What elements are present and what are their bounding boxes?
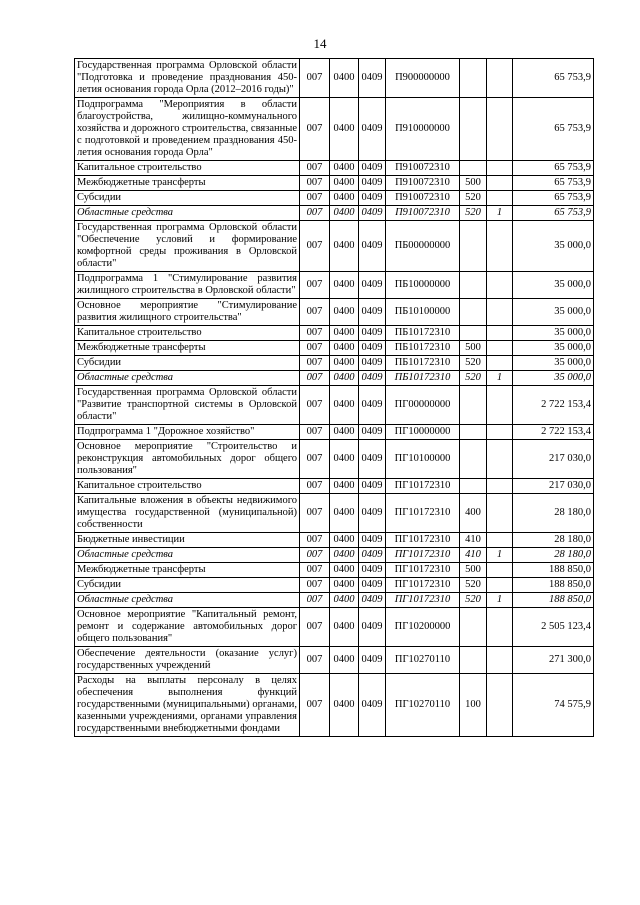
funding-source-cell xyxy=(487,647,513,674)
table-row xyxy=(75,440,594,479)
page-number: 14 xyxy=(313,36,327,51)
target-article-cell: ПБ00000000 xyxy=(386,221,460,272)
row-name-cell: Подпрограмма "Мероприятия в области благоустройства, жилищно-коммунального хозяйства и дорожного строительства, связанные с подготовкой и проведением празднования 450-летия основания города Орла" xyxy=(75,98,300,161)
section-code-cell: 0400 xyxy=(330,440,359,479)
row-name-cell: Основное мероприятие "Капитальный ремонт, ремонт и содержание автомобильных дорог общего пользования" xyxy=(75,608,300,647)
amount-cell: 35 000,0 xyxy=(513,371,594,386)
ved-code-cell: 007 xyxy=(300,533,330,548)
amount-cell: 35 000,0 xyxy=(513,272,594,299)
expense-type-cell xyxy=(460,386,487,425)
ved-code-cell: 007 xyxy=(300,548,330,563)
target-article-cell: П910072310 xyxy=(386,191,460,206)
section-code-cell: 0400 xyxy=(330,191,359,206)
section-code-cell: 0400 xyxy=(330,356,359,371)
target-article-cell: ПГ10172310 xyxy=(386,548,460,563)
table-row xyxy=(75,221,594,272)
target-article-cell: ПГ10172310 xyxy=(386,479,460,494)
amount-cell: 35 000,0 xyxy=(513,341,594,356)
target-article-cell: П900000000 xyxy=(386,59,460,98)
expense-type-cell: 520 xyxy=(460,371,487,386)
funding-source-cell xyxy=(487,356,513,371)
section-code-cell: 0400 xyxy=(330,272,359,299)
subsection-code-cell: 0409 xyxy=(359,272,386,299)
row-name-cell: Областные средства xyxy=(75,206,300,221)
subsection-code-cell: 0409 xyxy=(359,191,386,206)
funding-source-cell xyxy=(487,479,513,494)
row-name-cell: Расходы на выплаты персоналу в целях обеспечения выполнения функций государственными (муниципальными) органами, казенными учреждениями, органами управления государственными внебюджетными фондами xyxy=(75,674,300,737)
table-row xyxy=(75,578,594,593)
subsection-code-cell: 0409 xyxy=(359,494,386,533)
ved-code-cell: 007 xyxy=(300,341,330,356)
section-code-cell: 0400 xyxy=(330,425,359,440)
row-name-cell: Капитальное строительство xyxy=(75,161,300,176)
section-code-cell: 0400 xyxy=(330,59,359,98)
subsection-code-cell: 0409 xyxy=(359,386,386,425)
row-name-cell: Субсидии xyxy=(75,191,300,206)
ved-code-cell: 007 xyxy=(300,356,330,371)
section-code-cell: 0400 xyxy=(330,386,359,425)
target-article-cell: ПГ10200000 xyxy=(386,608,460,647)
expense-type-cell xyxy=(460,59,487,98)
row-name-cell: Субсидии xyxy=(75,356,300,371)
table-row xyxy=(75,98,594,161)
target-article-cell: ПГ10172310 xyxy=(386,494,460,533)
expense-type-cell: 520 xyxy=(460,191,487,206)
amount-cell: 35 000,0 xyxy=(513,299,594,326)
budget-table-body xyxy=(75,59,594,737)
subsection-code-cell: 0409 xyxy=(359,593,386,608)
target-article-cell: ПБ10172310 xyxy=(386,326,460,341)
row-name-cell: Государственная программа Орловской области "Развитие транспортной системы в Орловской области" xyxy=(75,386,300,425)
row-name-cell: Областные средства xyxy=(75,548,300,563)
funding-source-cell xyxy=(487,425,513,440)
table-row xyxy=(75,563,594,578)
ved-code-cell: 007 xyxy=(300,425,330,440)
ved-code-cell: 007 xyxy=(300,299,330,326)
ved-code-cell: 007 xyxy=(300,578,330,593)
subsection-code-cell: 0409 xyxy=(359,578,386,593)
funding-source-cell: 1 xyxy=(487,206,513,221)
ved-code-cell: 007 xyxy=(300,593,330,608)
row-name-cell: Государственная программа Орловской области "Подготовка и проведение празднования 450-летия основания города Орла (2012–2016 годы)" xyxy=(75,59,300,98)
target-article-cell: ПБ10100000 xyxy=(386,299,460,326)
funding-source-cell xyxy=(487,440,513,479)
table-row xyxy=(75,608,594,647)
expense-type-cell: 520 xyxy=(460,206,487,221)
row-name-cell: Межбюджетные трансферты xyxy=(75,563,300,578)
row-name-cell: Подпрограмма 1 "Дорожное хозяйство" xyxy=(75,425,300,440)
target-article-cell: ПБ10172310 xyxy=(386,341,460,356)
target-article-cell: ПГ10270110 xyxy=(386,674,460,737)
ved-code-cell: 007 xyxy=(300,647,330,674)
amount-cell: 2 722 153,4 xyxy=(513,386,594,425)
funding-source-cell xyxy=(487,494,513,533)
amount-cell: 74 575,9 xyxy=(513,674,594,737)
section-code-cell: 0400 xyxy=(330,674,359,737)
table-row xyxy=(75,206,594,221)
ved-code-cell: 007 xyxy=(300,674,330,737)
table-row xyxy=(75,494,594,533)
target-article-cell: ПГ10100000 xyxy=(386,440,460,479)
amount-cell: 217 030,0 xyxy=(513,479,594,494)
funding-source-cell xyxy=(487,533,513,548)
expense-type-cell: 520 xyxy=(460,593,487,608)
subsection-code-cell: 0409 xyxy=(359,548,386,563)
expense-type-cell: 410 xyxy=(460,548,487,563)
section-code-cell: 0400 xyxy=(330,341,359,356)
section-code-cell: 0400 xyxy=(330,608,359,647)
ved-code-cell: 007 xyxy=(300,176,330,191)
section-code-cell: 0400 xyxy=(330,206,359,221)
subsection-code-cell: 0409 xyxy=(359,425,386,440)
funding-source-cell: 1 xyxy=(487,593,513,608)
expense-type-cell xyxy=(460,647,487,674)
section-code-cell: 0400 xyxy=(330,326,359,341)
expense-type-cell xyxy=(460,479,487,494)
ved-code-cell: 007 xyxy=(300,272,330,299)
amount-cell: 2 505 123,4 xyxy=(513,608,594,647)
table-row xyxy=(75,326,594,341)
ved-code-cell: 007 xyxy=(300,608,330,647)
target-article-cell: ПГ10172310 xyxy=(386,563,460,578)
target-article-cell: П910072310 xyxy=(386,206,460,221)
table-row xyxy=(75,59,594,98)
ved-code-cell: 007 xyxy=(300,479,330,494)
expense-type-cell xyxy=(460,326,487,341)
row-name-cell: Межбюджетные трансферты xyxy=(75,176,300,191)
expense-type-cell: 500 xyxy=(460,563,487,578)
table-row xyxy=(75,548,594,563)
ved-code-cell: 007 xyxy=(300,440,330,479)
target-article-cell: П910072310 xyxy=(386,176,460,191)
amount-cell: 65 753,9 xyxy=(513,59,594,98)
funding-source-cell xyxy=(487,98,513,161)
amount-cell: 35 000,0 xyxy=(513,221,594,272)
amount-cell: 217 030,0 xyxy=(513,440,594,479)
expense-type-cell xyxy=(460,608,487,647)
expense-type-cell: 400 xyxy=(460,494,487,533)
amount-cell: 2 722 153,4 xyxy=(513,425,594,440)
ved-code-cell: 007 xyxy=(300,371,330,386)
section-code-cell: 0400 xyxy=(330,176,359,191)
subsection-code-cell: 0409 xyxy=(359,326,386,341)
amount-cell: 35 000,0 xyxy=(513,356,594,371)
amount-cell: 28 180,0 xyxy=(513,533,594,548)
target-article-cell: ПГ10172310 xyxy=(386,533,460,548)
subsection-code-cell: 0409 xyxy=(359,299,386,326)
table-row xyxy=(75,371,594,386)
subsection-code-cell: 0409 xyxy=(359,356,386,371)
expense-type-cell xyxy=(460,425,487,440)
ved-code-cell: 007 xyxy=(300,206,330,221)
expense-type-cell xyxy=(460,299,487,326)
table-row xyxy=(75,479,594,494)
subsection-code-cell: 0409 xyxy=(359,161,386,176)
section-code-cell: 0400 xyxy=(330,563,359,578)
funding-source-cell xyxy=(487,326,513,341)
funding-source-cell xyxy=(487,221,513,272)
ved-code-cell: 007 xyxy=(300,161,330,176)
funding-source-cell xyxy=(487,674,513,737)
amount-cell: 65 753,9 xyxy=(513,206,594,221)
section-code-cell: 0400 xyxy=(330,161,359,176)
budget-table xyxy=(74,58,594,737)
funding-source-cell xyxy=(487,161,513,176)
row-name-cell: Подпрограмма 1 "Стимулирование развития жилищного строительства в Орловской области" xyxy=(75,272,300,299)
section-code-cell: 0400 xyxy=(330,98,359,161)
expense-type-cell: 520 xyxy=(460,578,487,593)
amount-cell: 188 850,0 xyxy=(513,593,594,608)
target-article-cell: ПГ10270110 xyxy=(386,647,460,674)
expense-type-cell: 410 xyxy=(460,533,487,548)
subsection-code-cell: 0409 xyxy=(359,608,386,647)
section-code-cell: 0400 xyxy=(330,371,359,386)
target-article-cell: ПГ10172310 xyxy=(386,578,460,593)
section-code-cell: 0400 xyxy=(330,479,359,494)
row-name-cell: Межбюджетные трансферты xyxy=(75,341,300,356)
subsection-code-cell: 0409 xyxy=(359,533,386,548)
section-code-cell: 0400 xyxy=(330,647,359,674)
row-name-cell: Основное мероприятие "Стимулирование развития жилищного строительства" xyxy=(75,299,300,326)
funding-source-cell: 1 xyxy=(487,548,513,563)
row-name-cell: Областные средства xyxy=(75,371,300,386)
table-row xyxy=(75,425,594,440)
expense-type-cell: 500 xyxy=(460,341,487,356)
table-row xyxy=(75,386,594,425)
subsection-code-cell: 0409 xyxy=(359,371,386,386)
amount-cell: 65 753,9 xyxy=(513,176,594,191)
amount-cell: 65 753,9 xyxy=(513,161,594,176)
expense-type-cell: 500 xyxy=(460,176,487,191)
subsection-code-cell: 0409 xyxy=(359,59,386,98)
funding-source-cell xyxy=(487,272,513,299)
section-code-cell: 0400 xyxy=(330,533,359,548)
amount-cell: 188 850,0 xyxy=(513,563,594,578)
subsection-code-cell: 0409 xyxy=(359,479,386,494)
table-row xyxy=(75,161,594,176)
table-row xyxy=(75,299,594,326)
row-name-cell: Капитальные вложения в объекты недвижимого имущества государственной (муниципальной) собственности xyxy=(75,494,300,533)
funding-source-cell xyxy=(487,386,513,425)
ved-code-cell: 007 xyxy=(300,221,330,272)
row-name-cell: Капитальное строительство xyxy=(75,326,300,341)
table-row xyxy=(75,341,594,356)
expense-type-cell xyxy=(460,161,487,176)
funding-source-cell xyxy=(487,578,513,593)
funding-source-cell xyxy=(487,191,513,206)
table-row xyxy=(75,272,594,299)
subsection-code-cell: 0409 xyxy=(359,341,386,356)
subsection-code-cell: 0409 xyxy=(359,440,386,479)
ved-code-cell: 007 xyxy=(300,563,330,578)
expense-type-cell xyxy=(460,221,487,272)
section-code-cell: 0400 xyxy=(330,548,359,563)
target-article-cell: ПГ10000000 xyxy=(386,425,460,440)
section-code-cell: 0400 xyxy=(330,299,359,326)
funding-source-cell xyxy=(487,59,513,98)
amount-cell: 188 850,0 xyxy=(513,578,594,593)
row-name-cell: Бюджетные инвестиции xyxy=(75,533,300,548)
row-name-cell: Областные средства xyxy=(75,593,300,608)
amount-cell: 35 000,0 xyxy=(513,326,594,341)
expense-type-cell xyxy=(460,440,487,479)
subsection-code-cell: 0409 xyxy=(359,563,386,578)
target-article-cell: П910000000 xyxy=(386,98,460,161)
amount-cell: 28 180,0 xyxy=(513,548,594,563)
funding-source-cell xyxy=(487,341,513,356)
ved-code-cell: 007 xyxy=(300,59,330,98)
expense-type-cell: 100 xyxy=(460,674,487,737)
ved-code-cell: 007 xyxy=(300,98,330,161)
row-name-cell: Обеспечение деятельности (оказание услуг) государственных учреждений xyxy=(75,647,300,674)
section-code-cell: 0400 xyxy=(330,494,359,533)
amount-cell: 65 753,9 xyxy=(513,98,594,161)
target-article-cell: ПБ10172310 xyxy=(386,356,460,371)
section-code-cell: 0400 xyxy=(330,221,359,272)
funding-source-cell xyxy=(487,299,513,326)
amount-cell: 28 180,0 xyxy=(513,494,594,533)
target-article-cell: ПБ10172310 xyxy=(386,371,460,386)
amount-cell: 271 300,0 xyxy=(513,647,594,674)
row-name-cell: Основное мероприятие "Строительство и реконструкция автомобильных дорог общего пользования" xyxy=(75,440,300,479)
amount-cell: 65 753,9 xyxy=(513,191,594,206)
funding-source-cell xyxy=(487,563,513,578)
subsection-code-cell: 0409 xyxy=(359,647,386,674)
row-name-cell: Субсидии xyxy=(75,578,300,593)
subsection-code-cell: 0409 xyxy=(359,674,386,737)
section-code-cell: 0400 xyxy=(330,578,359,593)
ved-code-cell: 007 xyxy=(300,191,330,206)
target-article-cell: П910072310 xyxy=(386,161,460,176)
table-row xyxy=(75,593,594,608)
target-article-cell: ПГ10172310 xyxy=(386,593,460,608)
ved-code-cell: 007 xyxy=(300,326,330,341)
funding-source-cell xyxy=(487,608,513,647)
table-row xyxy=(75,176,594,191)
ved-code-cell: 007 xyxy=(300,494,330,533)
ved-code-cell: 007 xyxy=(300,386,330,425)
table-row xyxy=(75,647,594,674)
subsection-code-cell: 0409 xyxy=(359,221,386,272)
expense-type-cell: 520 xyxy=(460,356,487,371)
expense-type-cell xyxy=(460,98,487,161)
expense-type-cell xyxy=(460,272,487,299)
table-row xyxy=(75,674,594,737)
row-name-cell: Капитальное строительство xyxy=(75,479,300,494)
subsection-code-cell: 0409 xyxy=(359,98,386,161)
subsection-code-cell: 0409 xyxy=(359,176,386,191)
table-row xyxy=(75,191,594,206)
table-row xyxy=(75,533,594,548)
funding-source-cell: 1 xyxy=(487,371,513,386)
funding-source-cell xyxy=(487,176,513,191)
target-article-cell: ПБ10000000 xyxy=(386,272,460,299)
section-code-cell: 0400 xyxy=(330,593,359,608)
row-name-cell: Государственная программа Орловской области "Обеспечение условий и формирование комфортной среды проживания в Орловской области" xyxy=(75,221,300,272)
subsection-code-cell: 0409 xyxy=(359,206,386,221)
table-row xyxy=(75,356,594,371)
target-article-cell: ПГ00000000 xyxy=(386,386,460,425)
